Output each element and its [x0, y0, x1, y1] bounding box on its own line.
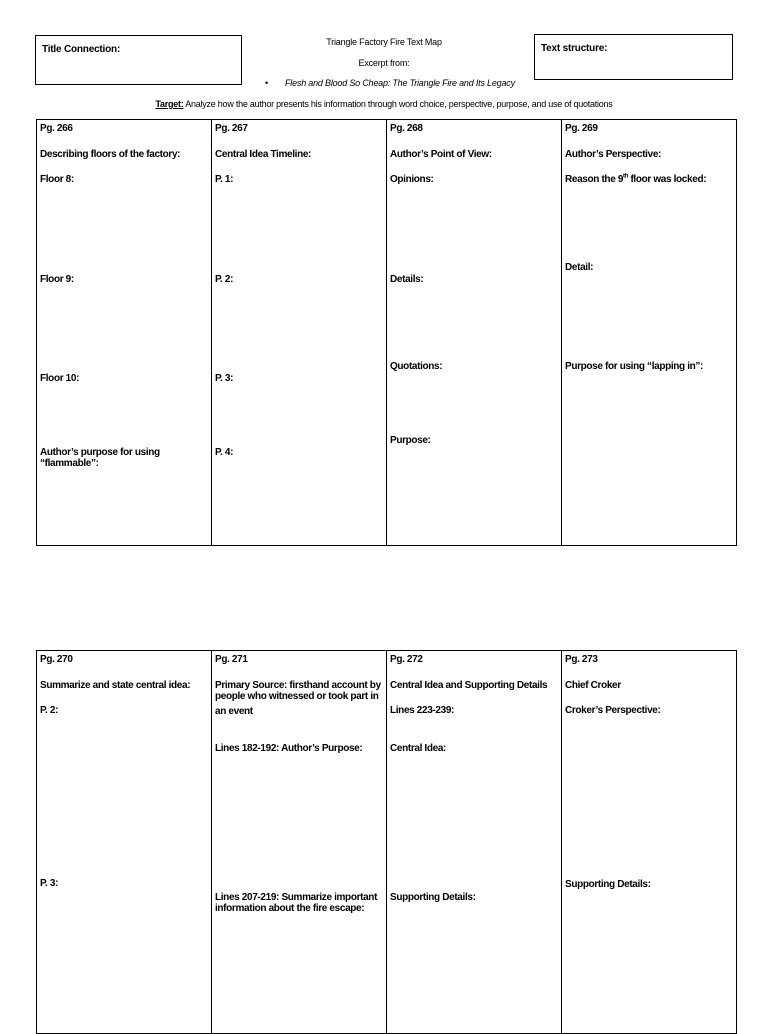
- page-number: Pg. 266: [40, 123, 73, 134]
- cell-pg-266[interactable]: [37, 120, 212, 546]
- purpose-label: Purpose:: [390, 435, 431, 446]
- p3-label: P. 3:: [215, 373, 234, 384]
- detail-label: Detail:: [565, 262, 594, 273]
- text-structure-box[interactable]: [534, 34, 733, 80]
- flammable-purpose-label-cont: “flammable”:: [40, 458, 99, 469]
- floor-8-label: Floor 8:: [40, 174, 74, 185]
- p3-label: P. 3:: [40, 878, 59, 889]
- prompt: Central Idea and Supporting Details: [390, 680, 548, 691]
- cell-pg-273[interactable]: [562, 651, 737, 1034]
- title-connection-label: Title Connection:: [42, 44, 121, 55]
- page-number: Pg. 273: [565, 654, 598, 665]
- page-number: Pg. 269: [565, 123, 598, 134]
- central-idea-label: Central Idea:: [390, 743, 447, 754]
- source-title: Flesh and Blood So Cheap: The Triangle Fire and Its Legacy: [285, 78, 515, 88]
- target-text: Analyze how the author presents his information through word choice, perspective, purpose, and use of quotations: [183, 99, 613, 109]
- floor-9-label: Floor 9:: [40, 274, 74, 285]
- primary-source-label-cont: people who witnessed or took part in: [215, 691, 379, 702]
- supporting-details-label: Supporting Details:: [390, 892, 476, 903]
- quotations-label: Quotations:: [390, 361, 443, 372]
- prompt: Chief Croker: [565, 680, 621, 691]
- ninth-floor-locked-label: Reason the 9th floor was locked:: [565, 173, 707, 185]
- text-map-table-2: [36, 650, 737, 1034]
- page-number: Pg. 268: [390, 123, 423, 134]
- flammable-purpose-label: Author’s purpose for using: [40, 447, 160, 458]
- details-label: Details:: [390, 274, 424, 285]
- p1-label: P. 1:: [215, 174, 234, 185]
- lines-207-219-label: Lines 207-219: Summarize important: [215, 892, 378, 903]
- p2-label: P. 2:: [40, 705, 59, 716]
- crokers-perspective-label: Croker’s Perspective:: [565, 705, 661, 716]
- lines-223-239-label: Lines 223-239:: [390, 705, 455, 716]
- page-number: Pg. 267: [215, 123, 248, 134]
- lines-182-192-label: Lines 182-192: Author’s Purpose:: [215, 743, 363, 754]
- cell-pg-270[interactable]: [37, 651, 212, 1034]
- lapping-in-purpose-label: Purpose for using “lapping in”:: [565, 361, 704, 372]
- primary-source-label: Primary Source: firsthand account by: [215, 680, 381, 691]
- cell-pg-271[interactable]: [212, 651, 387, 1034]
- primary-source-label-cont2: an event: [215, 706, 253, 717]
- page-number: Pg. 271: [215, 654, 248, 665]
- cell-pg-269[interactable]: [562, 120, 737, 546]
- title-connection-box[interactable]: [35, 35, 242, 85]
- prompt: Describing floors of the factory:: [40, 149, 181, 160]
- page-number: Pg. 272: [390, 654, 423, 665]
- prompt: Central Idea Timeline:: [215, 149, 312, 160]
- p2-label: P. 2:: [215, 274, 234, 285]
- text-structure-label: Text structure:: [541, 43, 608, 54]
- cell-pg-267[interactable]: [212, 120, 387, 546]
- supporting-details-label: Supporting Details:: [565, 879, 651, 890]
- cell-pg-272[interactable]: [387, 651, 562, 1034]
- cell-pg-268[interactable]: [387, 120, 562, 546]
- target-statement: [0, 99, 768, 109]
- text-map-table-1: [36, 119, 737, 546]
- page-title: Triangle Factory Fire Text Map: [326, 37, 442, 47]
- prompt: Author’s Point of View:: [390, 149, 492, 160]
- opinions-label: Opinions:: [390, 174, 434, 185]
- prompt: Summarize and state central idea:: [40, 680, 191, 691]
- page-number: Pg. 270: [40, 654, 73, 665]
- bullet-icon: •: [265, 78, 269, 88]
- lines-207-219-label-cont: information about the fire escape:: [215, 903, 365, 914]
- floor-10-label: Floor 10:: [40, 373, 80, 384]
- p4-label: P. 4:: [215, 447, 234, 458]
- excerpt-label: Excerpt from:: [358, 58, 410, 68]
- target-label: Target:: [155, 99, 184, 109]
- prompt: Author’s Perspective:: [565, 149, 662, 160]
